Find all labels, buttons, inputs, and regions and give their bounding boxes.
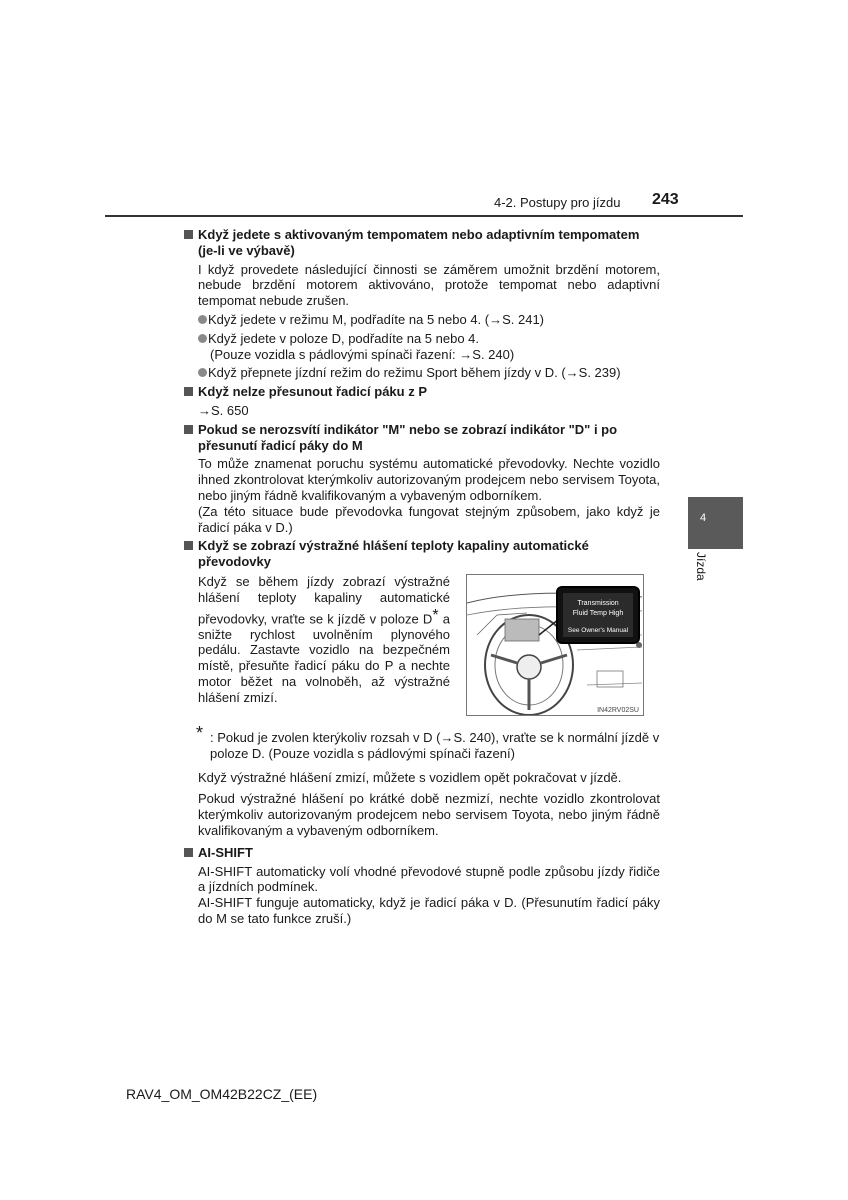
chapter-tab-number: 4 [700,512,707,524]
section-heading: Když nelze přesunout řadicí páku z P [184,384,660,400]
section-heading: AI-SHIFT [184,845,660,861]
list-item: Když přepnete jízdní režim do režimu Sport během jízdy v D. (→S. 239) [184,365,660,381]
asterisk-mark: * [196,722,204,743]
square-bullet-icon [184,387,193,396]
section-heading: Pokud se nerozsvítí indikátor "M" nebo se zobrazí indikátor "D" i po přesunutí řadicí páky do M [184,422,660,454]
footnote: * : Pokud je zvolen kterýkoliv rozsah v D (→S. 240), vraťte se k normální jízdě v poloze D. (Pouze vozidla s pádlovými spínači řazení) [196,722,660,761]
display-text-line1: Transmission [577,599,619,607]
square-bullet-icon [184,541,193,550]
header-rule [105,215,743,217]
list-item: Když jedete v režimu M, podřadíte na 5 nebo 4. (→S. 241) [184,312,660,328]
dashboard-drawing [467,575,643,715]
section-heading: Když jedete s aktivovaným tempomatem nebo adaptivním tempomatem (je-li ve výbavě) [184,227,660,259]
display-text-line3: See Owner's Manual [567,626,629,634]
paragraph: (Za této situace bude převodovka fungovat stejným způsobem, jako když je řadicí páka v D.) [198,503,660,535]
square-bullet-icon [184,848,193,857]
display-text-line2: Fluid Temp High [572,609,624,617]
figure-code: IN42RV02SU [597,706,639,714]
figure-row [184,574,660,720]
circle-bullet-icon [198,334,207,343]
paragraph: Když výstražné hlášení zmizí, můžete s vozidlem opět pokračovat v jízdě. [198,769,622,785]
footer-code: RAV4_OM_OM42B22CZ_(EE) [126,1086,318,1102]
paragraph: Pokud výstražné hlášení po krátké době nezmizí, nechte vozidlo zkontrolovat kterýmkoliv autorizovaným prodejcem nebo servisem Toyota, nebo jiným řádně kvalifikovaným a vybaveným odborníkem. [198,791,660,838]
section-heading: Když se zobrazí výstražné hlášení teploty kapaliny automatické převodovky [184,538,660,570]
page-reference-link[interactable]: →S. 650 [198,402,249,418]
paragraph: AI-SHIFT funguje automaticky, když je řadicí páka v D. (Přesunutím řadicí páky do M se tato funkce zruší.) [198,895,660,926]
circle-bullet-icon [198,368,207,377]
chapter-tab-label: Jízda [694,552,708,581]
paragraph: I když provedete následující činnosti se záměrem umožnit brzdění motorem, nebude brzdění motorem aktivováno, protože tempomat nebo adaptivní tempomat nebude zrušen. [198,261,660,309]
page-number: 243 [652,191,679,208]
paragraph: AI-SHIFT automaticky volí vhodné převodové stupně podle způsobu jízdy řidiče a jízdních podmínek. [198,863,660,895]
square-bullet-icon [184,425,193,434]
circle-bullet-icon [198,315,207,324]
figure-paragraph: Když se během jízdy zobrazí výstražné hlášení teploty kapaliny automatické převodovky, vraťte se k jízdě v poloze D* a snižte rychlost uvolněním plynového pedálu. Zastavte vozidlo na bezpečném místě, přesuňte řadicí páku do P a nechte motor běžet na volnoběh, až výstražné hlášení zmizí. [198,573,450,705]
chapter-tab [688,497,743,549]
square-bullet-icon [184,230,193,239]
list-item: Když jedete v poloze D, podřadíte na 5 nebo 4. (Pouze vozidla s pádlovými spínači řazení: →S. 240) [184,331,660,363]
asterisk-mark: * [432,606,439,624]
dashboard-illustration [466,574,644,716]
section-header: 4-2. Postupy pro jízdu [494,195,621,210]
paragraph: To může znamenat poruchu systému automatické převodovky. Nechte vozidlo ihned zkontrolovat kterýmkoliv autorizovaným prodejcem nebo servisem Toyota, nebo jiným řádně kvalifikovaným a vybaveným odborníkem. [198,456,660,503]
page-content [184,224,660,927]
